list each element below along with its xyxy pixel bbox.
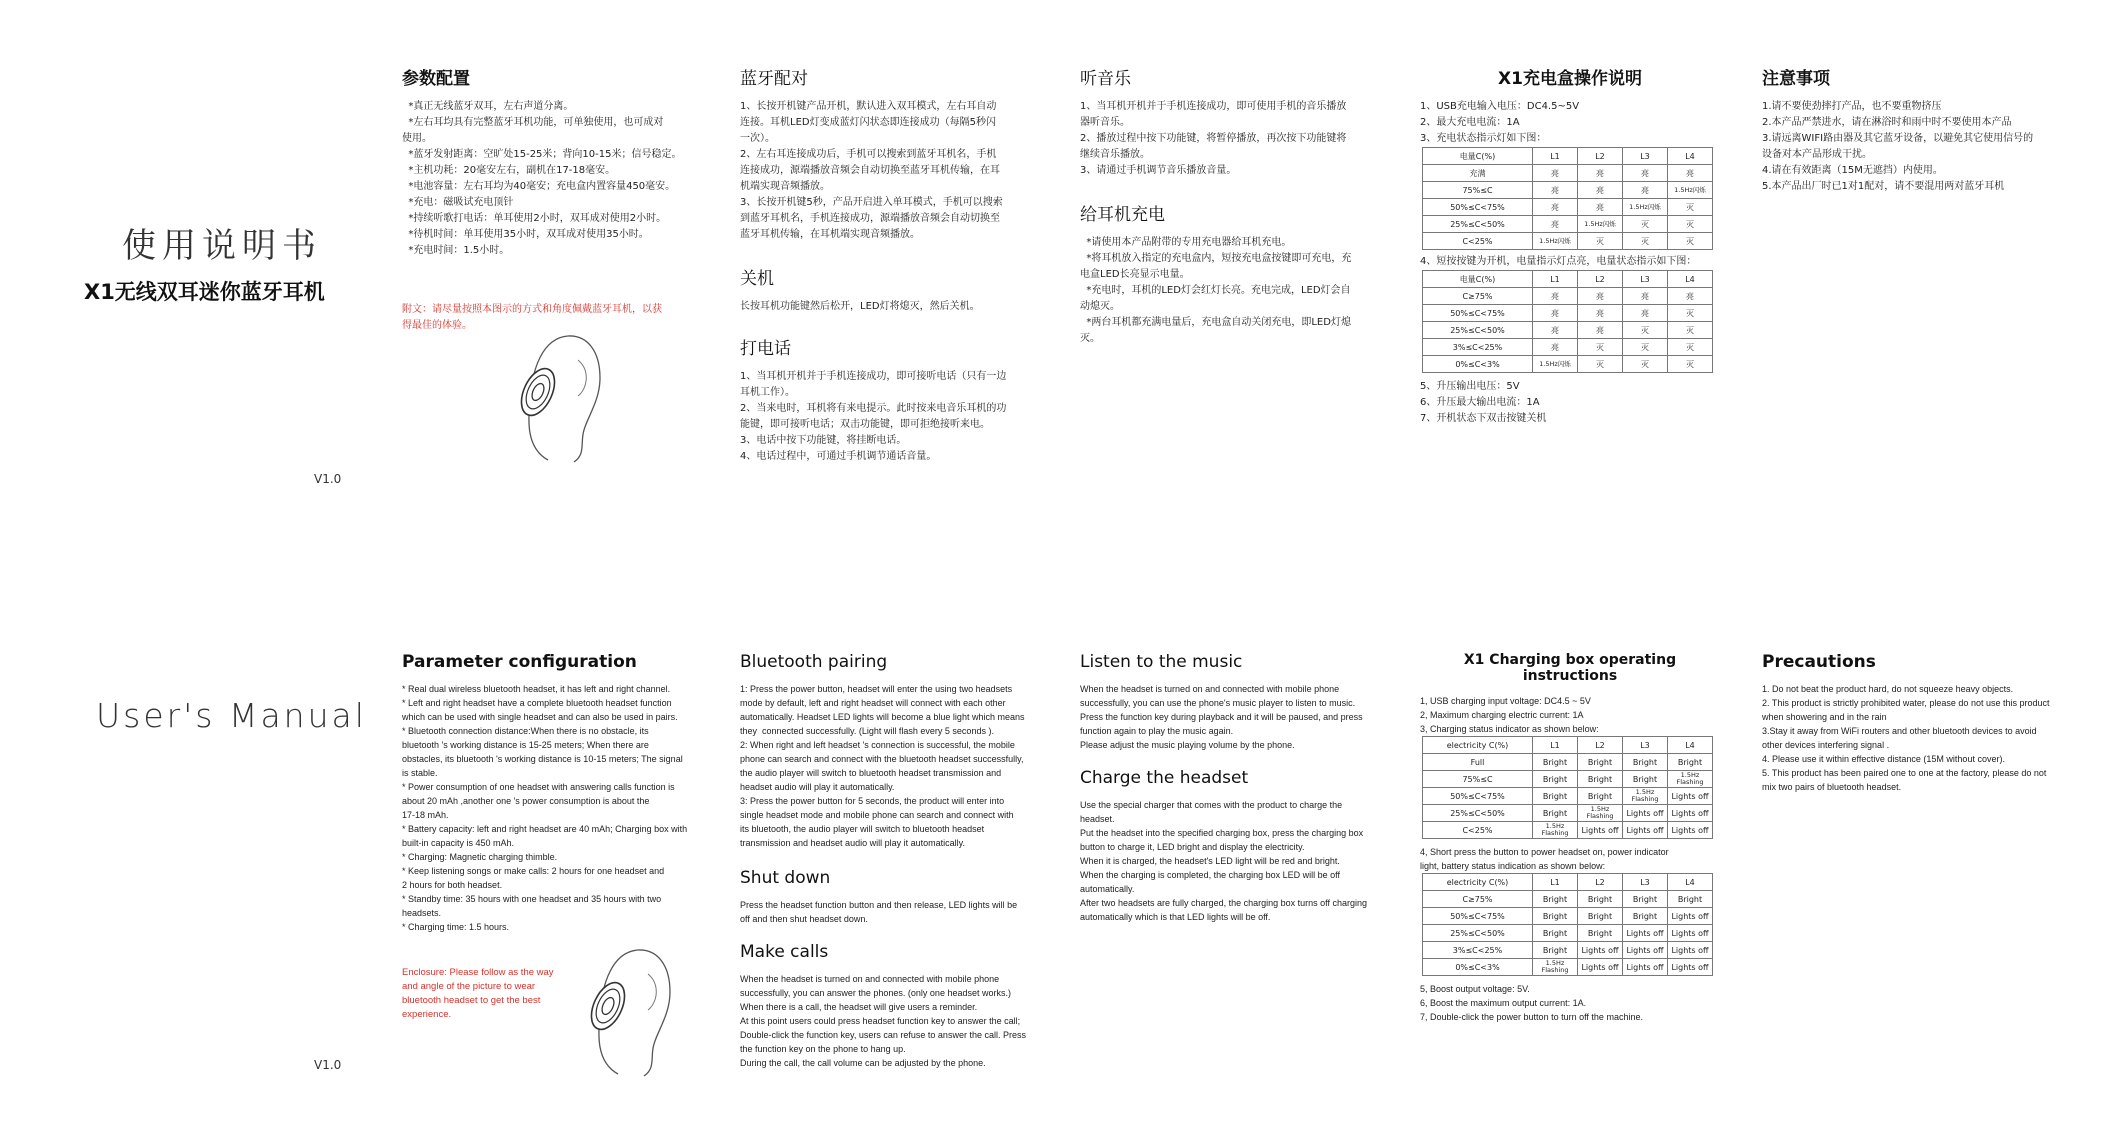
table-cell: 亮 — [1578, 182, 1623, 199]
table-cell: 亮 — [1533, 216, 1578, 233]
table-header-row — [1423, 148, 1713, 165]
table-cell: 亮 — [1578, 322, 1623, 339]
table-cell: 1.5Hz Flashing — [1623, 788, 1668, 805]
en-music-section — [1080, 652, 1380, 752]
table-cell: 灭 — [1623, 233, 1668, 250]
table-cell: 1.5Hz Flashing — [1533, 959, 1578, 976]
en-box-outro: 5, Boost output voltage: 5V. 6, Boost the maximum output current: 1A. 7, Double-click the power button to turn off the machine. — [1420, 984, 1643, 1022]
cn-pairing-title: 蓝牙配对 — [740, 69, 808, 89]
cn-pairing-body: 1、长按开机键产品开机，默认进入双耳模式，左右耳自动 连接。耳机LED灯变成蓝灯闪状态即连接成功（每隔5秒闪 一次）。 2、左右耳连接成功后，手机可以搜索到蓝牙耳机名，手机 连接成功，源端播放音频会自动切换至蓝牙耳机传输，在耳 机端实现音频播放。 3、长按开机键5秒，产品开启进入单耳模式，手机可以搜索 到蓝牙耳机名，手机连接成功，源端播放音频会自动切换至 蓝牙耳机传输，在耳机端实现音频播放。 — [740, 101, 1003, 240]
table-row — [1423, 182, 1713, 199]
table-cell: electricity C(%) — [1423, 874, 1533, 891]
table-cell: Bright — [1623, 754, 1668, 771]
table-cell: Lights off — [1623, 805, 1668, 822]
table-header-row — [1423, 737, 1713, 754]
cn-params-body: *真正无线蓝牙双耳，左右声道分离。 *左右耳均具有完整蓝牙耳机功能，可单独使用，也可成对 使用。 *蓝牙发射距离：空旷处15-25米；背向10-15米；信号稳定。 *主机功耗：20毫安左右，副机在17-18毫安。 *电池容量：左右耳均为40毫安；充电盒内置容量450毫安。 *充电：磁吸试充电顶针 *持续听歌打电话：单耳使用2小时，双耳成对使用2小时。 *待机时间：单耳使用35小时，双耳成对使用35小时。 *充电时间：1.5小时。 — [402, 101, 682, 256]
en-params-section — [402, 652, 722, 934]
table-cell: Lights off — [1623, 925, 1668, 942]
table-row — [1423, 322, 1713, 339]
table-row — [1423, 822, 1713, 839]
table-cell: 灭 — [1623, 356, 1668, 373]
version-cn: V1.0 — [314, 472, 342, 486]
table-cell: 亮 — [1533, 305, 1578, 322]
table-cell: 亮 — [1578, 305, 1623, 322]
table-cell: L1 — [1533, 737, 1578, 754]
table-header-row — [1423, 874, 1713, 891]
table-cell: 亮 — [1578, 165, 1623, 182]
table-cell: Lights off — [1668, 805, 1713, 822]
table-cell: Bright — [1578, 788, 1623, 805]
table-cell: 灭 — [1668, 233, 1713, 250]
cover-title-cn: 使用说明书 — [122, 226, 322, 266]
en-params-title: Parameter configuration — [402, 652, 637, 672]
table-cell: 灭 — [1578, 233, 1623, 250]
table-cell: Bright — [1533, 754, 1578, 771]
table-cell: 25%≤C<50% — [1423, 216, 1533, 233]
table-cell: Bright — [1533, 925, 1578, 942]
table-cell: 1.5Hz闪烁 — [1533, 356, 1578, 373]
en-calls-body: When the headset is turned on and connected with mobile phone successfully, you can answer the phones. (only one headset works.) When there is a call, the headset will give users a reminder. At this point users could press headset function key to answer the call; Double-click the function key, users can refuse to answer the call. Press the function key on the phone to hang up. During the call, the call volume can be adjusted by the phone. — [740, 974, 1026, 1068]
table-cell: 50%≤C<75% — [1423, 908, 1533, 925]
cn-box-mid: 4、短按按键为开机，电量指示灯点亮，电量状态指示如下图： — [1420, 256, 1697, 267]
en-calls-section — [740, 942, 1040, 1070]
table-cell: 1.5Hz闪烁 — [1533, 233, 1578, 250]
cn-precautions-section — [1762, 64, 2072, 195]
en-precautions-body: 1. Do not beat the product hard, do not squeeze heavy objects. 2. This product is strictly prohibited water, please do not use this product when showering and in the rain 3.Stay it away from WiFi routers and other bluetooth devices to avoid other devices interfering signal . 4. Please use it within effective distance (15M without cover). 5. This product has been paired one to one at the factory, please do not mix two pairs of bluetooth headset. — [1762, 684, 2050, 792]
table-cell: Bright — [1533, 908, 1578, 925]
table-cell: 亮 — [1578, 288, 1623, 305]
table-cell: Bright — [1623, 891, 1668, 908]
table-cell: 灭 — [1623, 216, 1668, 233]
table-cell: 灭 — [1623, 322, 1668, 339]
table-cell: 1.5Hz Flashing — [1533, 822, 1578, 839]
table-cell: Bright — [1578, 891, 1623, 908]
table-cell: Bright — [1623, 771, 1668, 788]
table-row — [1423, 216, 1713, 233]
en-status-table-1 — [1422, 736, 1713, 839]
table-cell: 灭 — [1668, 216, 1713, 233]
table-row — [1423, 288, 1713, 305]
table-row — [1423, 805, 1713, 822]
table-cell: 电量C(%) — [1423, 271, 1533, 288]
en-box-mid: 4, Short press the button to power headset on, power indicator light, battery status indication as shown below: — [1420, 847, 1669, 871]
cn-pairing-section — [740, 64, 1040, 243]
table-cell: 灭 — [1578, 339, 1623, 356]
table-cell: 0%≤C<3% — [1423, 959, 1533, 976]
table-row — [1423, 199, 1713, 216]
ear-illustration-en — [578, 944, 678, 1084]
table-cell: 75%≤C — [1423, 771, 1533, 788]
cn-charge-body: *请使用本产品附带的专用充电器给耳机充电。 *将耳机放入指定的充电盒内，短按充电盒按键即可充电，充 电盒LED长亮显示电量。 *充电时，耳机的LED灯会红灯长亮。充电完成，LED灯会自 动熄灭。 *两台耳机都充满电量后，充电盒自动关闭充电，即LED灯熄 灭。 — [1080, 237, 1352, 344]
table-row — [1423, 788, 1713, 805]
table-cell: Lights off — [1578, 822, 1623, 839]
table-cell: Lights off — [1668, 925, 1713, 942]
cn-music-section — [1080, 64, 1380, 179]
table-cell: L3 — [1623, 737, 1668, 754]
cn-calls-title: 打电话 — [740, 339, 791, 359]
table-cell: 充满 — [1423, 165, 1533, 182]
en-precautions-title: Precautions — [1762, 652, 1876, 672]
table-cell: 电量C(%) — [1423, 148, 1533, 165]
table-cell: 25%≤C<50% — [1423, 925, 1533, 942]
table-cell: L2 — [1578, 737, 1623, 754]
table-cell: 1.5Hz Flashing — [1668, 771, 1713, 788]
table-cell: Lights off — [1668, 942, 1713, 959]
table-cell: 50%≤C<75% — [1423, 199, 1533, 216]
cn-precautions-body: 1.请不要使劲摔打产品，也不要重物挤压 2.本产品严禁进水，请在淋浴时和雨中时不要使用本产品 3.请远离WIFI路由器及其它蓝牙设备，以避免其它使用信号的 设备对本产品形成干扰。 4.请在有效距离（15M无遮挡）内使用。 5.本产品出厂时已1对1配对，请不要混用两对蓝牙耳机 — [1762, 101, 2034, 192]
table-cell: L2 — [1578, 874, 1623, 891]
table-cell: Lights off — [1668, 959, 1713, 976]
ear-illustration-cn — [508, 330, 608, 470]
table-row — [1423, 233, 1713, 250]
table-cell: L1 — [1533, 271, 1578, 288]
cn-shutdown-section — [740, 264, 1040, 315]
en-wear-note: Enclosure: Please follow as the way and angle of the picture to wear bluetooth headset to get the best experience. — [402, 967, 554, 1020]
table-cell: Bright — [1578, 925, 1623, 942]
en-shutdown-title: Shut down — [740, 868, 831, 888]
cn-status-table-2 — [1422, 270, 1713, 373]
table-cell: 1.5Hz Flashing — [1578, 805, 1623, 822]
earbud-icon — [585, 977, 632, 1034]
table-cell: 亮 — [1623, 165, 1668, 182]
en-pairing-body: 1: Press the power button, headset will enter the using two headsets mode by default, left and right headset will connect with each other automatically. Headset LED lights will become a blue light which means they connected successfully. (Light will flash every 5 seconds ). 2: When right and left headset 's connection is successful, the mobile phone can search and connect with the bluetooth headset successfully, the audio player will switch to bluetooth headset transmission and headset audio will play it automatically. 3: Press the power button for 5 seconds, the product will enter into single headset mode and mobile phone can search and connect with its bluetooth, the audio player will switch to bluetooth headset transmission and headset audio will play it automatically. — [740, 684, 1025, 848]
table-cell: 灭 — [1668, 305, 1713, 322]
table-cell: L4 — [1668, 737, 1713, 754]
table-cell: Bright — [1533, 891, 1578, 908]
table-cell: L2 — [1578, 148, 1623, 165]
cn-precautions-title: 注意事项 — [1762, 69, 1830, 89]
table-cell: 灭 — [1668, 356, 1713, 373]
table-cell: Lights off — [1623, 822, 1668, 839]
table-cell: 3%≤C<25% — [1423, 942, 1533, 959]
table-cell: C<25% — [1423, 233, 1533, 250]
table-cell: Bright — [1533, 771, 1578, 788]
en-music-body: When the headset is turned on and connected with mobile phone successfully, you can use the phone's music player to listen to music. Press the function key during playback and it will be paused, and press function again to play the music again. Please adjust the music playing volume by the phone. — [1080, 684, 1363, 750]
table-cell: Bright — [1668, 754, 1713, 771]
table-cell: Bright — [1533, 942, 1578, 959]
table-cell: L1 — [1533, 148, 1578, 165]
table-cell: 亮 — [1533, 288, 1578, 305]
table-row — [1423, 925, 1713, 942]
table-cell: 亮 — [1668, 165, 1713, 182]
table-row — [1423, 891, 1713, 908]
table-row — [1423, 942, 1713, 959]
table-cell: Bright — [1578, 771, 1623, 788]
en-shutdown-body: Press the headset function button and then release, LED lights will be off and then shut headset down. — [740, 900, 1018, 924]
en-box-title: X1 Charging box operating instructions — [1463, 652, 1677, 684]
table-row — [1423, 959, 1713, 976]
table-cell: Lights off — [1668, 908, 1713, 925]
table-cell: C<25% — [1423, 822, 1533, 839]
table-cell: Lights off — [1578, 942, 1623, 959]
en-shutdown-section — [740, 868, 1040, 926]
cn-wear-note: 附文：请尽量按照本图示的方式和角度佩戴蓝牙耳机，以获 得最佳的体验。 — [402, 304, 662, 331]
cn-status-table-1 — [1422, 147, 1713, 250]
table-cell: Bright — [1533, 805, 1578, 822]
table-cell: 灭 — [1578, 356, 1623, 373]
cn-music-title: 听音乐 — [1080, 69, 1131, 89]
table-cell: C≥75% — [1423, 288, 1533, 305]
en-params-body: * Real dual wireless bluetooth headset, it has left and right channel. * Left and right headset have a complete bluetooth headset function which can be used with single headset and can also be used in pairs. * Bluetooth connection distance:When there is no obstacle, its bluetooth 's working distance is 15-25 meters; When there are obstacles, its bluetooth 's working distance is 10-15 meters; The signal is stable. * Power consumption of one headset with answering calls function is about 20 mAh ,another one 's power consumption is about the 17-18 mAh. * Battery capacity: left and right headset are 40 mAh; Charging box with built-in capacity is 450 mAh. * Charging: Magnetic charging thimble. * Keep listening songs or make calls: 2 hours for one headset and 2 hours for both headset. * Standby time: 35 hours with one headset and 35 hours with two headsets. * Charging time: 1.5 hours. — [402, 684, 688, 932]
table-cell: 灭 — [1623, 339, 1668, 356]
cn-calls-body: 1、当耳机开机并于手机连接成功，即可接听电话（只有一边 耳机工作）。 2、当来电时，耳机将有来电提示。此时按来电音乐耳机的功 能键，即可接听电话；双击功能键，即可拒绝接听来电。 3、电话中按下功能键，将挂断电话。 4、电话过程中，可通过手机调节通话音量。 — [740, 371, 1007, 462]
table-cell: L1 — [1533, 874, 1578, 891]
table-header-row — [1423, 271, 1713, 288]
table-cell: 灭 — [1668, 199, 1713, 216]
en-pairing-title: Bluetooth pairing — [740, 652, 888, 672]
table-cell: Bright — [1623, 908, 1668, 925]
table-cell: C≥75% — [1423, 891, 1533, 908]
table-cell: 亮 — [1578, 199, 1623, 216]
cn-box-outro: 5、升压输出电压：5V 6、升压最大输出电流：1A 7、开机状态下双击按键关机 — [1420, 381, 1547, 424]
table-cell: L3 — [1623, 271, 1668, 288]
en-precautions-section — [1762, 652, 2072, 794]
en-music-title: Listen to the music — [1080, 652, 1243, 672]
table-cell: 50%≤C<75% — [1423, 305, 1533, 322]
cover-title-en: User's Manual — [96, 696, 367, 735]
earbud-icon — [515, 363, 562, 420]
en-charge-section — [1080, 768, 1380, 924]
table-cell: 3%≤C<25% — [1423, 339, 1533, 356]
table-row — [1423, 356, 1713, 373]
table-row — [1423, 165, 1713, 182]
table-cell: 亮 — [1533, 165, 1578, 182]
table-cell: Bright — [1578, 754, 1623, 771]
table-cell: Full — [1423, 754, 1533, 771]
table-cell: L2 — [1578, 271, 1623, 288]
table-cell: Bright — [1668, 891, 1713, 908]
table-cell: 亮 — [1533, 339, 1578, 356]
table-cell: Lights off — [1623, 959, 1668, 976]
table-row — [1423, 754, 1713, 771]
version-en: V1.0 — [314, 1058, 342, 1072]
table-cell: 1.5Hz闪烁 — [1668, 182, 1713, 199]
cn-box-section — [1420, 64, 1720, 427]
table-cell: Lights off — [1623, 942, 1668, 959]
table-cell: 亮 — [1623, 305, 1668, 322]
cn-charge-title: 给耳机充电 — [1080, 205, 1165, 225]
table-cell: 灭 — [1668, 339, 1713, 356]
table-cell: 25%≤C<50% — [1423, 322, 1533, 339]
table-cell: Bright — [1578, 908, 1623, 925]
table-cell: L3 — [1623, 874, 1668, 891]
cn-box-intro: 1、USB充电输入电压：DC4.5~5V 2、最大充电电流：1A 3、充电状态指示灯如下图： — [1420, 101, 1580, 144]
table-cell: L4 — [1668, 874, 1713, 891]
table-row — [1423, 305, 1713, 322]
table-cell: 1.5Hz闪烁 — [1623, 199, 1668, 216]
table-cell: 1.5Hz闪烁 — [1578, 216, 1623, 233]
en-box-intro: 1, USB charging input voltage: DC4.5 ~ 5V 2, Maximum charging electric current: 1A 3, Charging status indicator as shown below: — [1420, 696, 1599, 734]
table-cell: 亮 — [1623, 182, 1668, 199]
table-cell: 灭 — [1668, 322, 1713, 339]
table-row — [1423, 908, 1713, 925]
table-cell: 亮 — [1533, 199, 1578, 216]
cn-shutdown-title: 关机 — [740, 269, 774, 289]
cn-params-title: 参数配置 — [402, 69, 470, 89]
table-cell: L4 — [1668, 271, 1713, 288]
table-cell: L4 — [1668, 148, 1713, 165]
cn-params-section — [402, 64, 712, 259]
table-cell: 亮 — [1533, 182, 1578, 199]
table-cell: 25%≤C<50% — [1423, 805, 1533, 822]
table-cell: L3 — [1623, 148, 1668, 165]
table-cell: 75%≤C — [1423, 182, 1533, 199]
table-cell: Bright — [1533, 788, 1578, 805]
cn-music-body: 1、当耳机开机并于手机连接成功，即可使用手机的音乐播放 器听音乐。 2、播放过程中按下功能键，将暂停播放，再次按下功能键将 继续音乐播放。 3、请通过手机调节音乐播放音量。 — [1080, 101, 1347, 176]
table-row — [1423, 771, 1713, 788]
en-charge-body: Use the special charger that comes with the product to charge the headset. Put the headset into the specified charging box, press the charging box button to charge it, LED bright and display the electricity. When it is charged, the headset's LED light will be red and bright. When the charging is completed, the charging box LED will be off automatically. After two headsets are fully charged, the charging box turns off charging automatically which is that LED lights will be off. — [1080, 800, 1368, 922]
en-pairing-section — [740, 652, 1040, 850]
en-calls-title: Make calls — [740, 942, 829, 962]
cn-charge-section — [1080, 200, 1380, 347]
cover-subtitle-cn: X1无线双耳迷你蓝牙耳机 — [84, 280, 325, 304]
cn-calls-section — [740, 334, 1040, 465]
table-cell: Lights off — [1668, 822, 1713, 839]
table-cell: Lights off — [1668, 788, 1713, 805]
en-status-table-2 — [1422, 873, 1713, 976]
table-cell: 0%≤C<3% — [1423, 356, 1533, 373]
table-cell: electricity C(%) — [1423, 737, 1533, 754]
table-cell: 亮 — [1668, 288, 1713, 305]
en-box-section — [1420, 652, 1720, 1024]
cn-shutdown-body: 长按耳机功能键然后松开，LED灯将熄灭，然后关机。 — [740, 301, 980, 312]
en-charge-title: Charge the headset — [1080, 768, 1249, 788]
table-cell: 亮 — [1623, 288, 1668, 305]
table-cell: 亮 — [1533, 322, 1578, 339]
cn-box-title: X1充电盒操作说明 — [1498, 69, 1642, 89]
table-cell: Lights off — [1578, 959, 1623, 976]
table-cell: 50%≤C<75% — [1423, 788, 1533, 805]
table-row — [1423, 339, 1713, 356]
